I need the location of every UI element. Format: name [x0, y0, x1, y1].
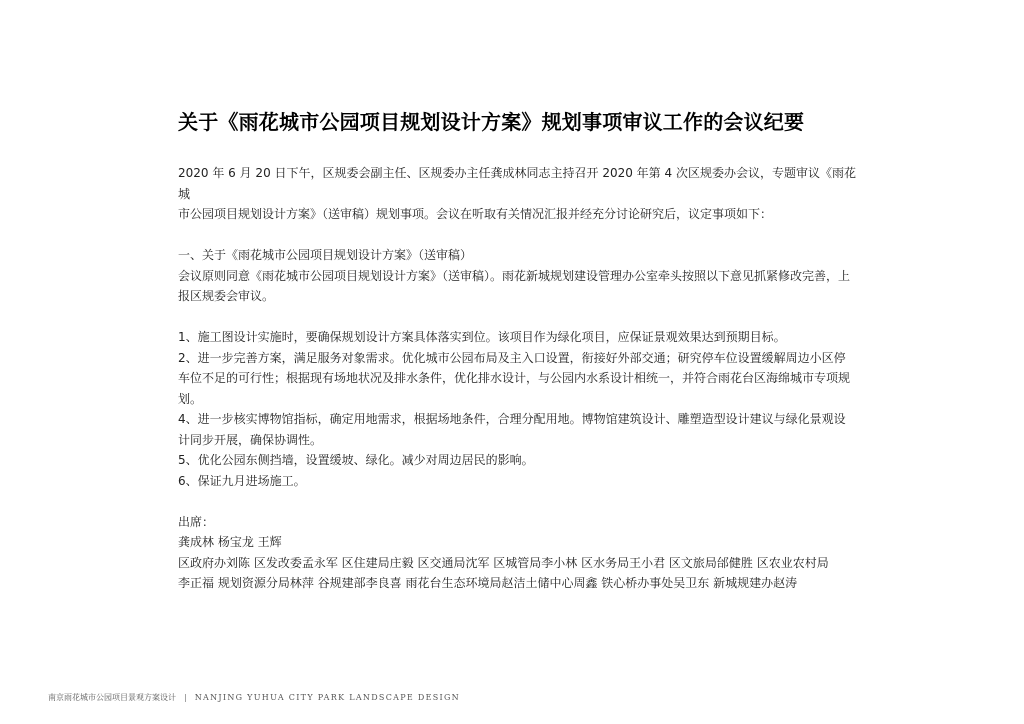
- attendee-line: 李正福 规划资源分局林萍 谷规建部李良喜 雨花台生态环境局赵洁土储中心周鑫 铁心桥办事处吴卫东 新城规建办赵涛: [178, 576, 798, 590]
- list-item: 4、进一步核实博物馆指标，确定用地需求，根据场地条件，合理分配用地。博物馆建筑设计、雕塑造型设计建议与绿化景观设: [178, 412, 846, 426]
- section-heading: 一、关于《雨花城市公园项目规划设计方案》（送审稿）: [178, 248, 473, 262]
- footer-en: NANJING YUHUA CITY PARK LANDSCAPE DESIGN: [194, 693, 460, 702]
- footer-separator: |: [184, 693, 187, 702]
- section-body-line: 报区规委会审议。: [178, 289, 275, 303]
- document-body: [178, 163, 862, 594]
- intro-line: 市公园项目规划设计方案》（送审稿）规划事项。会议在听取有关情况汇报并经充分讨论研究后，议定事项如下：: [178, 207, 773, 221]
- list-item: 2、进一步完善方案，满足服务对象需求。优化城市公园布局及主入口设置，衔接好外部交通；研究停车位设置缓解周边小区停: [178, 350, 846, 365]
- attendees-label: 出席：: [178, 514, 215, 529]
- attendee-line: 区政府办刘陈 区发改委孟永军 区住建局庄毅 区交通局沈军 区城管局李小林 区水务局王小君 区文旅局邰健胜 区农业农村局: [178, 555, 829, 570]
- list-item: 6、保证九月进场施工。: [178, 473, 306, 488]
- section-body-line: 会议原则同意《雨花城市公园项目规划设计方案》（送审稿）。雨花新城规划建设管理办公室牵头按照以下意见抓紧修改完善，上: [178, 268, 851, 283]
- list-item: 车位不足的可行性；根据现有场地状况及排水条件，优化排水设计，与公园内水系设计相统一，并符合雨花台区海绵城市专项规划。: [178, 371, 851, 406]
- page-footer: [48, 692, 460, 703]
- intro-line: 2020 年 6 月 20 日下午，区规委会副主任、区规委办主任龚成林同志主持召开 2020 年第 4 次区规委办会议，专题审议《雨花城: [178, 166, 856, 201]
- document-title: 关于《雨花城市公园项目规划设计方案》规划事项审议工作的会议纪要: [178, 110, 805, 134]
- list-item: 计同步开展，确保协调性。: [178, 432, 323, 447]
- list-item: 1、施工图设计实施时，要确保规划设计方案具体落实到位。该项目作为绿化项目，应保证景观效果达到预期目标。: [178, 330, 786, 344]
- footer-cn: 南京雨花城市公园项目景观方案设计: [48, 693, 176, 702]
- list-item: 5、优化公园东侧挡墙，设置缓坡、绿化。减少对周边居民的影响。: [178, 453, 534, 467]
- attendee-line: 龚成林 杨宝龙 王辉: [178, 535, 282, 549]
